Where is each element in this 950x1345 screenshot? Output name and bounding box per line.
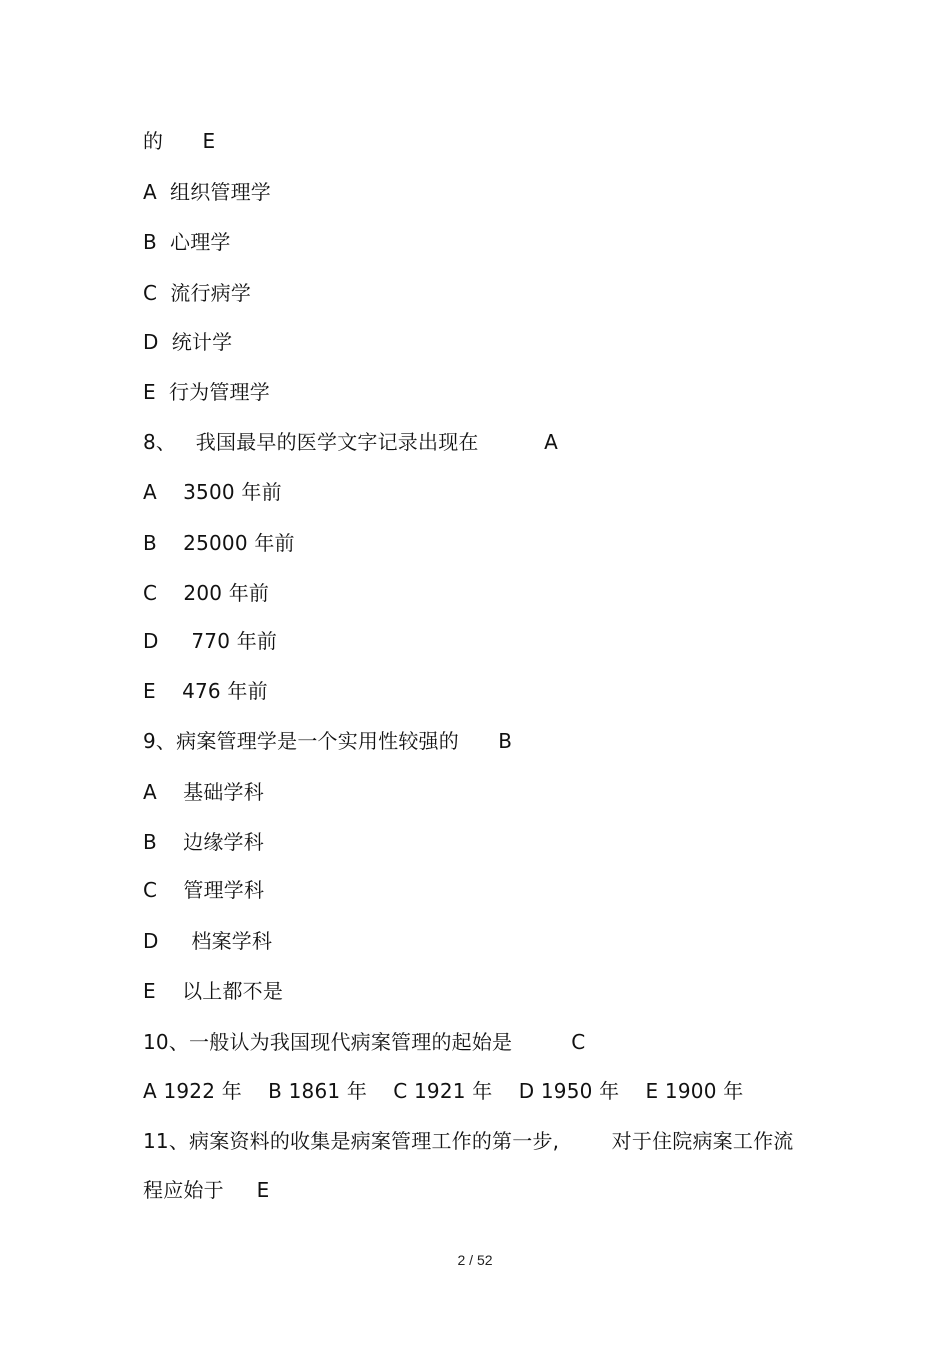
- option-line: C 管理学科: [143, 878, 265, 902]
- option-line: A 3500 年前: [143, 480, 282, 504]
- option-line: E 476 年前: [143, 679, 268, 703]
- question-line: 8、 我国最早的医学文字记录出现在 A: [143, 430, 559, 454]
- text-line: 的 E: [143, 129, 216, 153]
- option-line: A 组织管理学: [143, 180, 271, 204]
- option-line: B 边缘学科: [143, 830, 264, 854]
- option-line: C 流行病学: [143, 281, 252, 305]
- page-number: 2 / 52: [457, 1252, 493, 1268]
- option-line: D 统计学: [143, 330, 233, 354]
- question-line: 9、病案管理学是一个实用性较强的 B: [143, 729, 513, 753]
- option-line: E 以上都不是: [143, 979, 284, 1003]
- question-line: 11、病案资料的收集是病案管理工作的第一步, 对于住院病案工作流: [143, 1129, 794, 1153]
- option-line: D 770 年前: [143, 629, 278, 653]
- option-line: D 档案学科: [143, 929, 273, 953]
- option-line: E 行为管理学: [143, 380, 270, 404]
- option-line: B 心理学: [143, 230, 231, 254]
- option-line: A 基础学科: [143, 780, 264, 804]
- question-line: 10、一般认为我国现代病案管理的起始是 C: [143, 1030, 586, 1054]
- option-line: C 200 年前: [143, 581, 270, 605]
- question-line: 程应始于 E: [143, 1178, 270, 1202]
- option-line: A 1922 年 B 1861 年 C 1921 年 D 1950 年 E 1900 年: [143, 1079, 744, 1103]
- option-line: B 25000 年前: [143, 531, 295, 555]
